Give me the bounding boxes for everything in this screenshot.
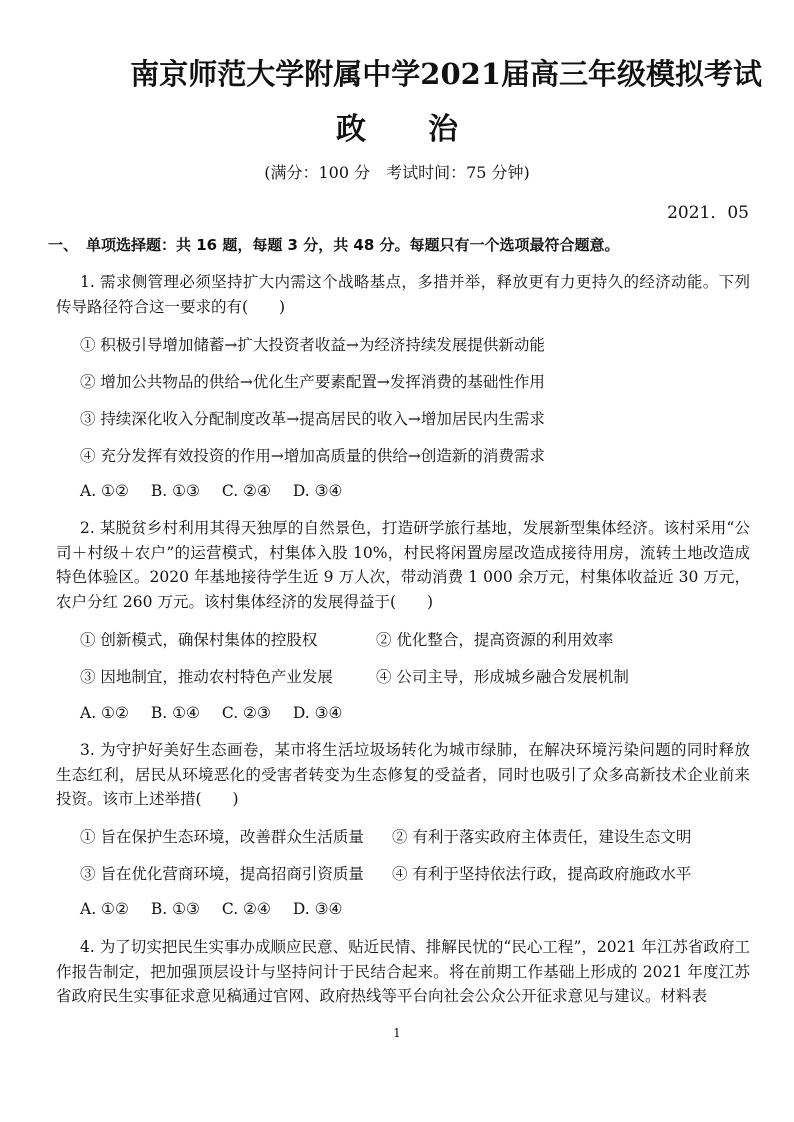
exam-meta: (满分：100 分 考试时间：75 分钟) <box>264 163 530 182</box>
subject-char-1: 政 <box>336 112 366 147</box>
question-1-option-2: ② 增加公共物品的供给→优化生产要素配置→发挥消费的基础性作用 <box>80 373 545 391</box>
answer-a[interactable]: A. ①② <box>80 900 129 918</box>
answer-d[interactable]: D. ③④ <box>292 704 343 722</box>
page-number: 1 <box>393 1026 401 1040</box>
question-2-option-1: ① 创新模式，确保村集体的控股权 <box>80 631 318 649</box>
answer-d[interactable]: D. ③④ <box>292 900 343 918</box>
answer-b[interactable]: B. ①③ <box>150 482 200 500</box>
answer-a[interactable]: A. ①② <box>80 704 129 722</box>
question-3-option-2: ② 有利于落实政府主体责任，建设生态文明 <box>392 828 692 846</box>
question-1-option-1: ① 积极引导增加储蓄→扩大投资者收益→为经济持续发展提供新动能 <box>80 336 545 354</box>
question-3-stem: 3. 为守护好美好生态画卷，某市将生活垃圾场转化为城市绿肺，在解决环境污染问题的同时释放生态红利，居民从环境恶化的受害者转变为生态修复的受益者，同时也吸引了众多高新技术企业前来投资。该市上述举措( ) <box>56 741 750 808</box>
question-2-option-3: ③ 因地制宜，推动农村特色产业发展 <box>80 668 333 686</box>
subject-title <box>0 104 794 148</box>
question-3-option-1: ① 旨在保护生态环境，改善群众生活质量 <box>80 828 364 846</box>
answer-d[interactable]: D. ③④ <box>292 482 343 500</box>
question-2-stem: 2. 某脱贫乡村利用其得天独厚的自然景色，打造研学旅行基地，发展新型集体经济。该村采用“公司＋村级＋农户”的运营模式，村集体入股 10%，村民将闲置房屋改造成接待用房，流转土地改造成特色体验区。2020 年基地接待学生近 9 万人次，带动消费 1 000 余万元，村集体收益近 30 万元，农户分红 260 万元。该村集体经济的发展得益于( ) <box>56 519 750 611</box>
question-1-stem: 1. 需求侧管理必须坚持扩大内需这个战略基点，多措并举，释放更有力更持久的经济动能。下列传导路径符合这一要求的有( ) <box>56 273 750 316</box>
answer-c[interactable]: C. ②④ <box>221 900 271 918</box>
subject-char-2: 治 <box>428 112 458 147</box>
question-2-answers <box>80 704 364 722</box>
question-3-answers <box>80 900 364 918</box>
question-3-option-4: ④ 有利于坚持依法行政，提高政府施政水平 <box>392 865 692 883</box>
question-3-option-3: ③ 旨在优化营商环境，提高招商引资质量 <box>80 865 364 883</box>
answer-b[interactable]: B. ①④ <box>150 704 200 722</box>
section-number: 一、 <box>48 236 79 254</box>
question-1-option-4: ④ 充分发挥有效投资的作用→增加高质量的供给→创造新的消费需求 <box>80 447 545 465</box>
question-2-option-4: ④ 公司主导，形成城乡融合发展机制 <box>376 668 629 686</box>
section-heading <box>48 234 620 255</box>
answer-c[interactable]: C. ②③ <box>221 704 271 722</box>
exam-title: 南京师范大学附属中学2021届高三年级模拟考试 <box>130 57 762 91</box>
section-text: 单项选择题：共 16 题，每题 3 分，共 48 分。每题只有一个选项最符合题意。 <box>86 236 620 254</box>
question-2-option-2: ② 优化整合，提高资源的利用效率 <box>376 631 614 649</box>
answer-c[interactable]: C. ②④ <box>221 482 271 500</box>
question-4-stem: 4. 为了切实把民生实事办成顺应民意、贴近民情、排解民忧的“民心工程”，2021 年江苏省政府工作报告制定，把加强顶层设计与坚持问计于民结合起来。将在前期工作基础上形成的 2021 年度江苏省政府民生实事征求意见稿通过官网、政府热线等平台向社会公众公开征求意见与建议。材料表 <box>56 938 750 1005</box>
question-1-option-3: ③ 持续深化收入分配制度改革→提高居民的收入→增加居民内生需求 <box>80 410 545 428</box>
answer-a[interactable]: A. ①② <box>80 482 129 500</box>
question-1-answers <box>80 482 364 500</box>
answer-b[interactable]: B. ①③ <box>150 900 200 918</box>
exam-date: 2021．05 <box>667 203 749 223</box>
